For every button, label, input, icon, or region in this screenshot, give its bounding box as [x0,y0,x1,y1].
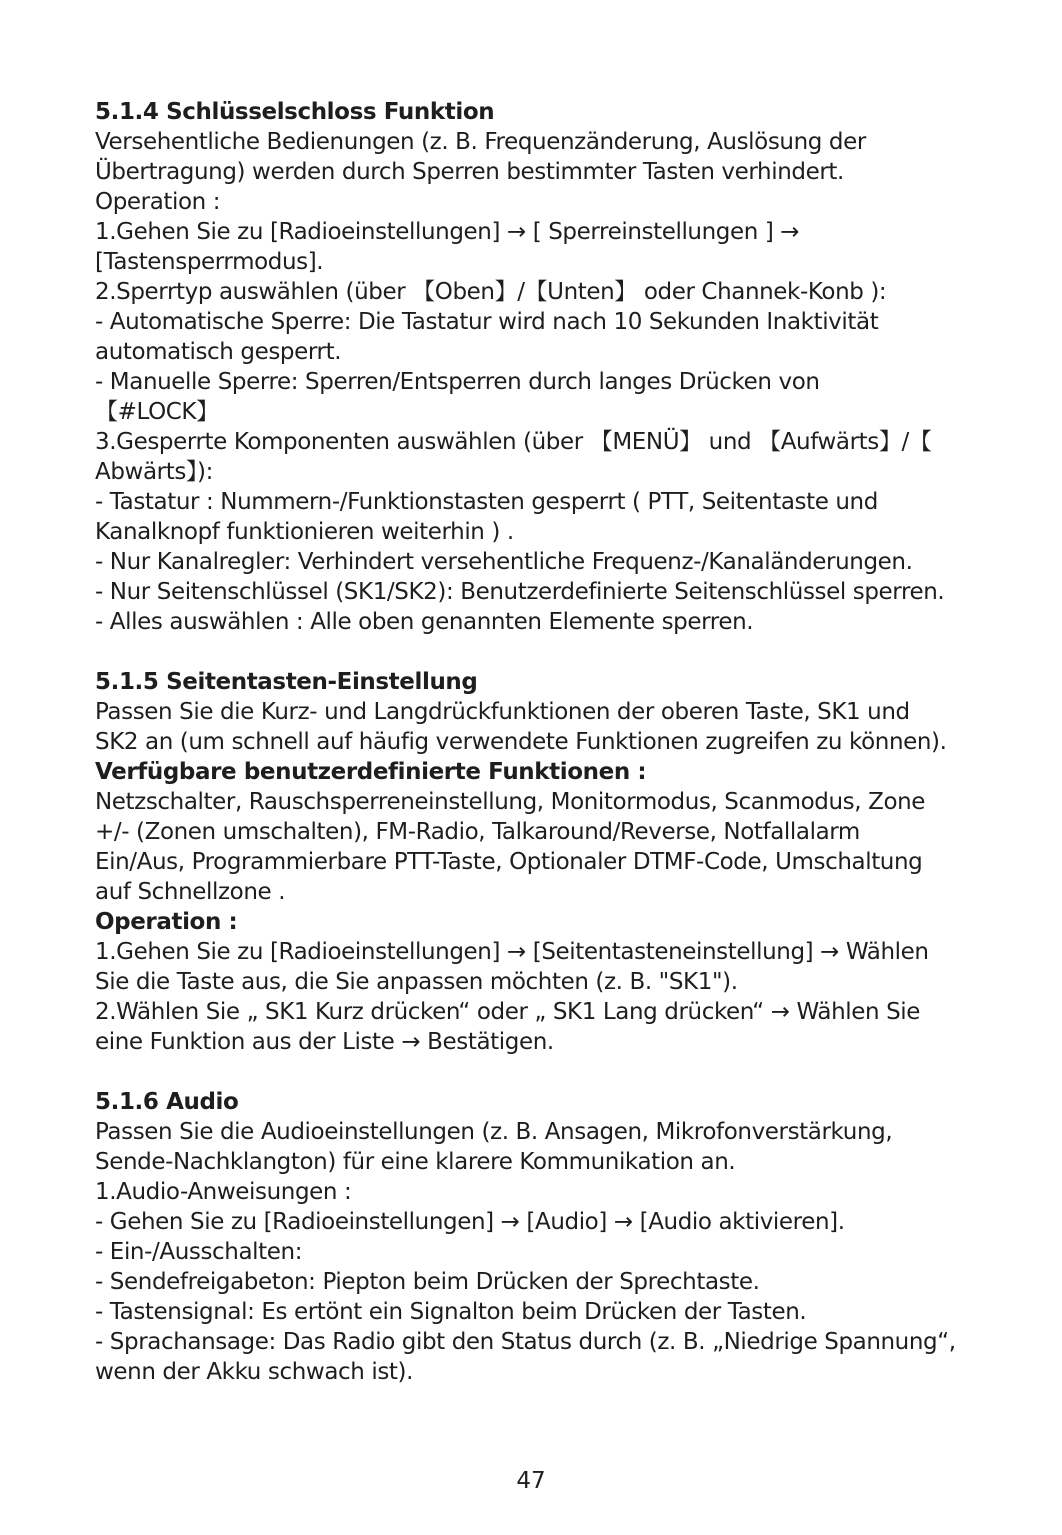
paragraph-line: wenn der Akku schwach ist). [95,1359,414,1385]
page-number: 47 [516,1468,546,1494]
paragraph-line: Operation : [95,189,221,215]
paragraph-line: - Tastensignal: Es ertönt ein Signalton beim Drücken der Tasten. [95,1299,807,1325]
section-heading: 5.1.6 Audio [95,1089,239,1115]
paragraph-line: Netzschalter, Rauschsperreneinstellung, Monitormodus, Scanmodus, Zone [95,789,926,815]
paragraph-line: - Sprachansage: Das Radio gibt den Status durch (z. B. „Niedrige Spannung“, [95,1329,956,1355]
paragraph-line: - Nur Seitenschlüssel (SK1/SK2): Benutzerdefinierte Seitenschlüssel sperren. [95,579,945,605]
paragraph-line: Kanalknopf funktionieren weiterhin ) . [95,519,514,545]
paragraph-line: 【#LOCK】 [95,399,219,425]
paragraph-line: - Tastatur : Nummern-/Funktionstasten gesperrt ( PTT, Seitentaste und [95,489,878,515]
paragraph-line: +/- (Zonen umschalten), FM-Radio, Talkaround/Reverse, Notfallalarm [95,819,860,845]
paragraph-line: - Ein-/Ausschalten: [95,1239,303,1265]
section-spacer [95,637,985,667]
paragraph-line: 1.Audio-Anweisungen : [95,1179,352,1205]
paragraph-line: - Gehen Sie zu [Radioeinstellungen] → [Audio] → [Audio aktivieren]. [95,1209,845,1235]
paragraph-line: - Sendefreigabeton: Piepton beim Drücken der Sprechtaste. [95,1269,760,1295]
paragraph-line: Übertragung) werden durch Sperren bestimmter Tasten verhindert. [95,159,844,185]
paragraph-line: - Alles auswählen : Alle oben genannten Elemente sperren. [95,609,754,635]
paragraph-line: automatisch gesperrt. [95,339,342,365]
document-body [95,97,985,1387]
paragraph-line: Sende-Nachklangton) für eine klarere Kommunikation an. [95,1149,736,1175]
paragraph-line: 2.Wählen Sie „ SK1 Kurz drücken“ oder „ SK1 Lang drücken“ → Wählen Sie [95,999,921,1025]
paragraph-line: SK2 an (um schnell auf häufig verwendete Funktionen zugreifen zu können). [95,729,947,755]
paragraph-line: Passen Sie die Kurz- und Langdrückfunktionen der oberen Taste, SK1 und [95,699,910,725]
section-5-1-4 [95,97,985,637]
paragraph-line: Sie die Taste aus, die Sie anpassen möchten (z. B. "SK1"). [95,969,738,995]
paragraph-line: Abwärts】): [95,459,213,485]
section-spacer [95,1057,985,1087]
paragraph-line: - Automatische Sperre: Die Tastatur wird nach 10 Sekunden Inaktivität [95,309,879,335]
paragraph-line: 2.Sperrtyp auswählen (über 【Oben】/【Unten】 oder Channek-Konb ): [95,279,887,305]
section-heading: 5.1.4 Schlüsselschloss Funktion [95,99,495,125]
subheading-operation: Operation : [95,909,238,935]
section-heading: 5.1.5 Seitentasten-Einstellung [95,669,478,695]
paragraph-line: Versehentliche Bedienungen (z. B. Frequenzänderung, Auslösung der [95,129,866,155]
paragraph-line: auf Schnellzone . [95,879,286,905]
paragraph-line: Ein/Aus, Programmierbare PTT-Taste, Optionaler DTMF-Code, Umschaltung [95,849,923,875]
paragraph-line: [Tastensperrmodus]. [95,249,324,275]
subheading-functions: Verfügbare benutzerdefinierte Funktionen : [95,759,647,785]
paragraph-line: 3.Gesperrte Komponenten auswählen (über 【MENÜ】 und 【Aufwärts】/【 [95,429,932,455]
paragraph-line: 1.Gehen Sie zu [Radioeinstellungen] → [Seitentasteneinstellung] → Wählen [95,939,929,965]
paragraph-line: Passen Sie die Audioeinstellungen (z. B. Ansagen, Mikrofonverstärkung, [95,1119,893,1145]
paragraph-line: 1.Gehen Sie zu [Radioeinstellungen] → [ Sperreinstellungen ] → [95,219,800,245]
section-5-1-6 [95,1087,985,1387]
section-5-1-5 [95,667,985,1057]
paragraph-line: eine Funktion aus der Liste → Bestätigen. [95,1029,554,1055]
paragraph-line: - Manuelle Sperre: Sperren/Entsperren durch langes Drücken von [95,369,820,395]
paragraph-line: - Nur Kanalregler: Verhindert versehentliche Frequenz-/Kanaländerungen. [95,549,913,575]
